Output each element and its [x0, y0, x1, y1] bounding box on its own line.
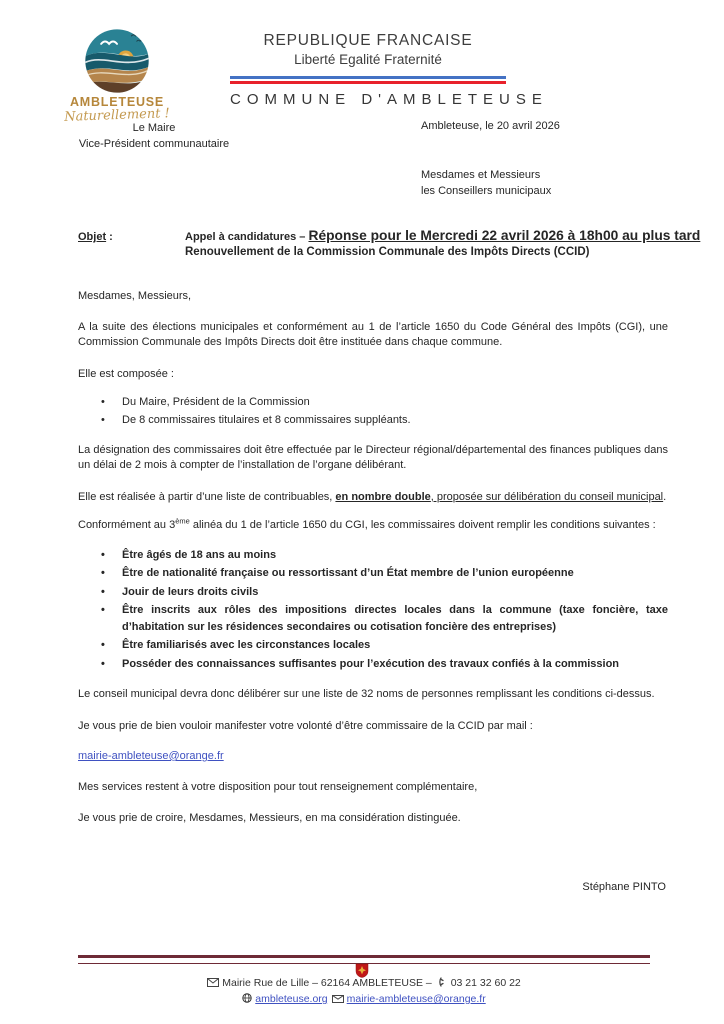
subject-body [185, 228, 701, 258]
list-item: • Jouir de leurs droits civils [78, 584, 668, 601]
commune-title: COMMUNE D'AMBLETEUSE [230, 91, 548, 108]
list-item: • Être familiarisés avec les circonstances locales [78, 637, 668, 654]
recipient-line1: Mesdames et Messieurs [421, 169, 541, 181]
logo-name: AMBLETEUSE [69, 95, 165, 109]
dateline: Ambleteuse, le 20 avril 2026 [421, 120, 560, 132]
paragraph-4 [78, 490, 668, 506]
paragraph-1: A la suite des élections municipales et conformément au 1 de l’article 1650 du Code Général des Impôts (CGI), une Commission Communale des Impôts Directs doit être instituée dans chaque commune. [78, 320, 668, 348]
flag-red-rule [230, 81, 506, 84]
paragraph-6: Le conseil municipal devra donc délibérer sur une liste de 32 noms de personnes remplissant les conditions ci-dessus. [78, 688, 655, 700]
salutation: Mesdames, Messieurs, [78, 290, 192, 302]
p5-text2: alinéa du 1 de l’article 1650 du CGI, les commissaires doivent remplir les conditions suivantes : [189, 519, 656, 531]
conditions-list [78, 547, 668, 673]
email-line [78, 749, 668, 765]
subject-label-text: Objet [78, 231, 107, 243]
paragraph-7: Je vous prie de bien vouloir manifester votre volonté d’être commissaire de la CCID par mail : [78, 719, 533, 732]
envelope-icon [207, 978, 219, 987]
logo-tagline: Naturellement ! [63, 106, 171, 125]
paragraph-2: Elle est composée : [78, 367, 174, 380]
subject-line2: Renouvellement de la Commission Communale des Impôts Directs (CCID) [185, 246, 590, 258]
list-item: • Du Maire, Président de la Commission [78, 395, 668, 411]
p5-superscript: ème [175, 516, 190, 526]
footer-address-line [0, 977, 724, 989]
recipient-line2: les Conseillers municipaux [421, 185, 552, 197]
commune-logo [52, 26, 182, 123]
p4-underlined: , proposée sur délibération du conseil municipal [430, 490, 664, 503]
phone-icon [439, 977, 448, 987]
p4-emphasis: en nombre double [335, 490, 431, 503]
letterhead [230, 32, 548, 108]
list-item: • Être âgés de 18 ans au moins [78, 547, 668, 564]
flag-blue-rule [230, 76, 506, 79]
composition-list [78, 395, 668, 429]
list-item: • De 8 commissaires titulaires et 8 commissaires suppléants. [78, 413, 668, 429]
republic-motto: Liberté Egalité Fraternité [294, 52, 442, 67]
recipient-block [421, 167, 551, 199]
p4-period: . [663, 490, 667, 503]
p4-text: Elle est réalisée à partir d’une liste de contribuables, [78, 490, 336, 503]
globe-icon [242, 993, 252, 1003]
paragraph-3: La désignation des commissaires doit être effectuée par le Directeur régional/départemental des finances publiques dans un délai de 2 mois à compter de l’installation de l’organe délibérant. [78, 443, 668, 471]
paragraph-9: Je vous prie de croire, Mesdames, Messieurs, en ma considération distinguée. [78, 812, 461, 824]
subject-line1 [185, 228, 701, 243]
letter-body [78, 289, 668, 842]
sender-title: Le Maire [132, 122, 176, 134]
footer-links-line [0, 993, 724, 1005]
ambleteuse-logo-icon [84, 28, 150, 94]
paragraph-5 [78, 518, 668, 534]
subject-colon: : [106, 231, 113, 243]
body-email-link[interactable]: mairie-ambleteuse@orange.fr [78, 750, 224, 762]
footer-email-link[interactable]: mairie-ambleteuse@orange.fr [346, 993, 486, 1005]
paragraph-8: Mes services restent à votre disposition pour tout renseignement complémentaire, [78, 780, 478, 793]
p5-text: Conformément au 3 [78, 519, 176, 531]
footer-phone: 03 21 32 60 22 [450, 977, 521, 989]
list-item: • Être inscrits aux rôles des impositions directes locales dans la commune (taxe foncière, taxe d’habitation sur les résidences secondaires ou cotisation foncière des entreprises) [78, 602, 668, 635]
list-item: • Posséder des connaissances suffisantes pour l’exécution des travaux confiés à la commission [78, 656, 668, 673]
subject-prefix: Appel à candidatures – [185, 231, 309, 243]
subject-label [78, 231, 113, 243]
subject-deadline: Réponse pour le Mercredi 22 avril 2026 à 18h00 au plus tard [308, 228, 701, 243]
sender-subtitle: Vice-Président communautaire [78, 138, 230, 150]
list-item: • Être de nationalité française ou ressortissant d’un État membre de l’union européenne [78, 565, 668, 582]
footer-address: Mairie Rue de Lille – 62164 AMBLETEUSE – [222, 977, 435, 989]
republic-title: REPUBLIQUE FRANCAISE [263, 32, 473, 49]
signature-name: Stéphane PINTO [582, 881, 666, 893]
sender-block [70, 120, 238, 152]
email-icon [332, 995, 344, 1003]
ambleteuse-crest-icon [355, 963, 369, 978]
footer-website-link[interactable]: ambleteuse.org [255, 993, 328, 1005]
